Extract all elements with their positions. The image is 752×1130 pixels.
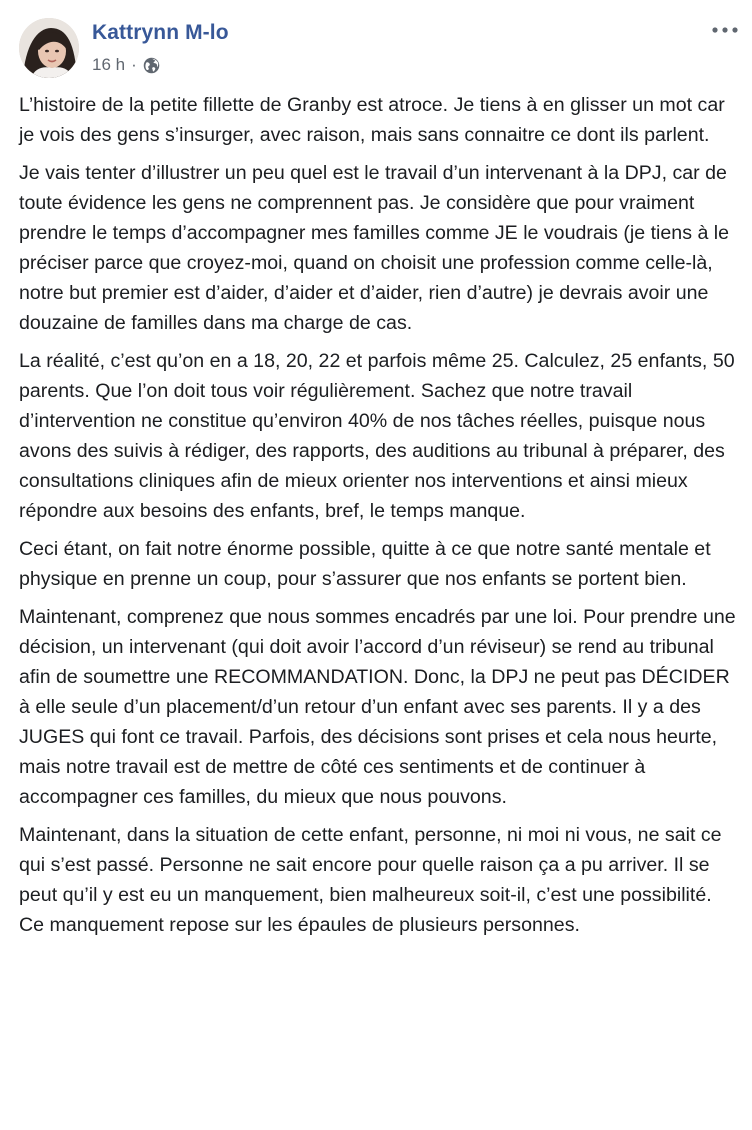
more-horizontal-icon <box>712 27 738 33</box>
post-meta <box>92 55 160 75</box>
author-avatar[interactable] <box>19 18 79 78</box>
post-timestamp[interactable]: 16 h <box>92 55 126 74</box>
post-paragraph: Je vais tenter d’illustrer un peu quel est le travail d’un intervenant à la DPJ, car de toute évidence les gens ne comprennent pas. Je considère que pour vraiment prendre le temps d’accompagner mes familles comme JE le voudrais (je tiens à le préciser parce que croyez-moi, quand on choisit une profession comme celle-là, notre but premier est d’aider, d’aider et d’aider, rien d’autre) je devrais avoir une douzaine de familles dans ma charge de cas. <box>19 162 730 334</box>
post-paragraph: L’histoire de la petite fillette de Granby est atroce. Je tiens à en glisser un mot car je vois des gens s’insurger, avec raison, mais sans connaitre ce dont ils parlent. <box>19 94 725 146</box>
author-name[interactable]: Kattrynn M-lo <box>92 21 229 44</box>
meta-separator: · <box>131 55 137 74</box>
post-body <box>19 90 741 948</box>
post-header <box>0 0 752 90</box>
post-paragraph: Ceci étant, on fait notre énorme possible, quitte à ce que notre santé mentale et physique en prenne un coup, pour s’assurer que nos enfants se portent bien. <box>19 538 711 590</box>
post-paragraph: Maintenant, comprenez que nous sommes encadrés par une loi. Pour prendre une décision, un intervenant (qui doit avoir l’accord d’un réviseur) se rend au tribunal afin de soumettre une RECOMMANDATION. Donc, la DPJ ne peut pas DÉCIDER à elle seule d’un placement/d’un retour d’un enfant avec ses parents. Il y a des JUGES qui font ce travail. Parfois, des décisions sont prises et cela nous heurte, mais notre travail est de mettre de côté ces sentiments et de continuer à accompagner ces familles, du mieux que nous pouvons. <box>19 606 736 808</box>
post-paragraph: Maintenant, dans la situation de cette enfant, personne, ni moi ni vous, ne sait ce qui s’est passé. Personne ne sait encore pour quelle raison ça a pu arriver. Il se peut qu’il y est eu un manquement, bien malheureux soit-il, c’est une possibilité. Ce manquement repose sur les épaules de plusieurs personnes. <box>19 824 722 936</box>
post-paragraph: La réalité, c’est qu’on en a 18, 20, 22 et parfois même 25. Calculez, 25 enfants, 50 parents. Que l’on doit tous voir régulièrement. Sachez que notre travail d’intervention ne constitue qu’environ 40% de nos tâches réelles, puisque nous avons des suivis à rédiger, des rapports, des auditions au tribunal à préparer, des consultations cliniques afin de mieux orienter nos interventions et ainsi mieux répondre aux besoins des enfants, bref, le temps manque. <box>19 350 735 522</box>
globe-icon[interactable] <box>143 57 160 74</box>
more-options-button[interactable] <box>710 18 740 42</box>
avatar-photo <box>19 18 79 78</box>
